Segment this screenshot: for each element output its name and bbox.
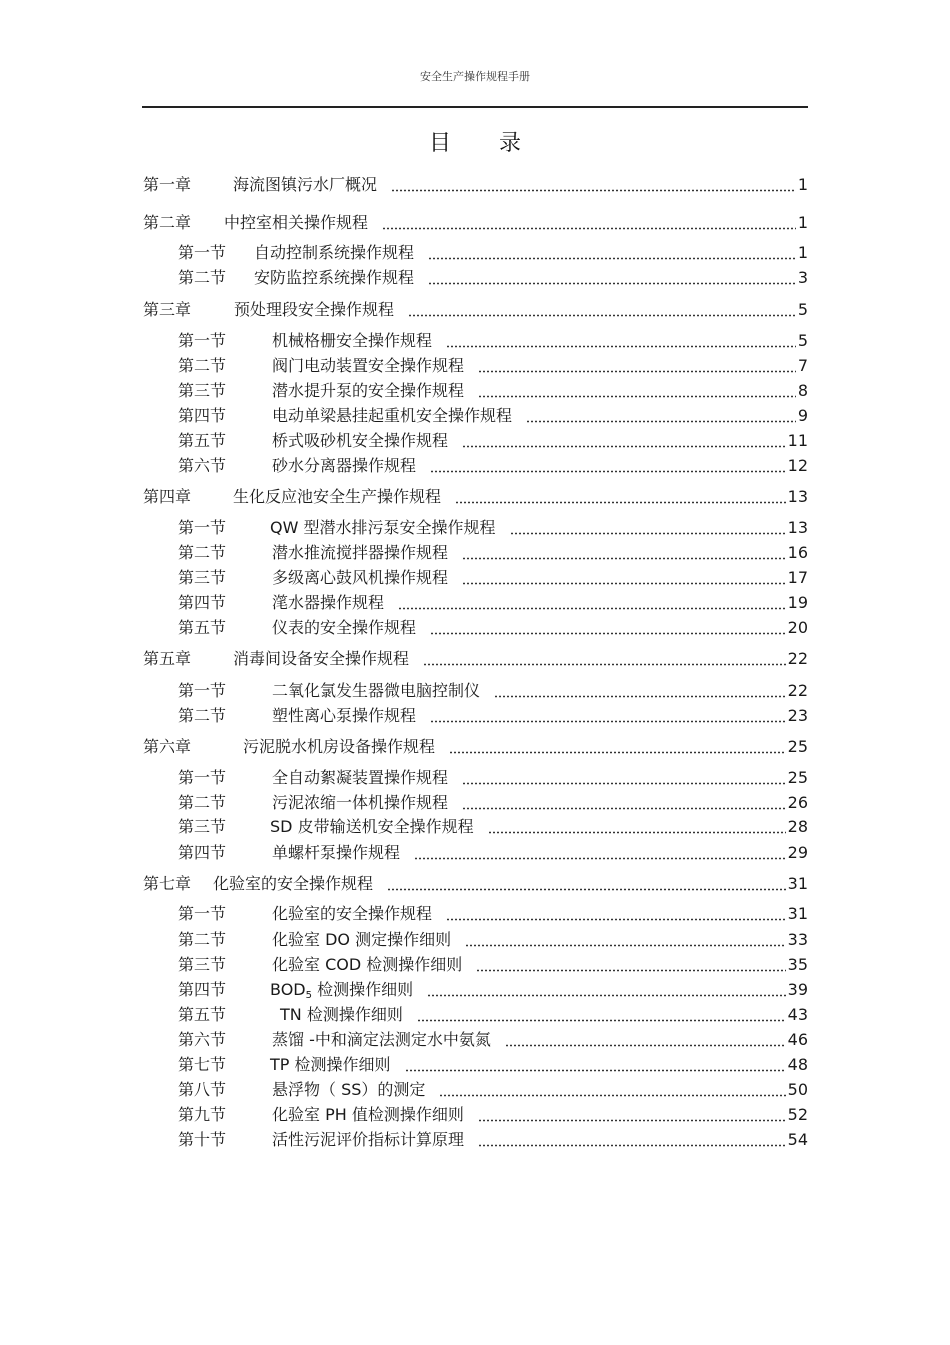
toc-section-entry[interactable]: [178, 242, 808, 264]
toc-page-number: 11: [787, 431, 808, 450]
toc-entry-title: [272, 954, 462, 976]
toc-page-number: 31: [787, 904, 808, 923]
toc-leader-dots: [423, 663, 786, 666]
toc-section-entry[interactable]: [178, 954, 808, 976]
toc-entry-title: [233, 648, 409, 670]
toc-entry-label: 第六节: [178, 1030, 227, 1049]
toc-entry-title-text: 二氧化氯发生器微电脑控制仪: [272, 681, 481, 700]
toc-leader-dots: [439, 1094, 785, 1097]
toc-entry-title-text: 安防监控系统操作规程: [254, 268, 415, 287]
toc-entry-label: 第九节: [178, 1105, 227, 1124]
toc-entry-title-text: 污泥脱水机房设备操作规程: [243, 737, 436, 756]
toc-section-entry[interactable]: [178, 1054, 808, 1076]
toc-entry-title: [272, 1104, 464, 1126]
toc-section-entry[interactable]: [178, 405, 808, 427]
toc-entry-label: 第三节: [178, 381, 227, 400]
toc-leader-dots: [478, 370, 796, 373]
toc-entry-title-text: 塑性离心泵操作规程: [272, 706, 417, 725]
toc-page-number: 19: [787, 593, 808, 612]
toc-leader-dots: [462, 445, 786, 448]
toc-entry-title: [272, 1079, 425, 1101]
toc-entry-title: [272, 330, 432, 352]
toc-entry-title-text: 全自动絮凝装置操作规程: [272, 768, 449, 787]
toc-page-number: 8: [797, 381, 808, 400]
toc-section-entry[interactable]: [178, 355, 808, 377]
toc-section-entry[interactable]: [178, 842, 808, 864]
toc-entry-title: [272, 430, 448, 452]
toc-entry-label: 第六章: [143, 737, 192, 756]
toc-section-entry[interactable]: [178, 792, 808, 814]
toc-entry-label: 第二节: [178, 930, 227, 949]
toc-leader-dots: [462, 582, 786, 585]
toc-section-entry[interactable]: [178, 617, 808, 639]
toc-section-entry[interactable]: [178, 903, 808, 925]
toc-entry-label: 第五章: [143, 649, 192, 668]
toc-entry-title-text: 消毒间设备安全操作规程: [233, 649, 410, 668]
toc-entry-title-subscript: 5: [305, 990, 312, 1001]
toc-page-number: 22: [787, 649, 808, 668]
toc-leader-dots: [455, 501, 786, 504]
toc-leader-dots: [430, 720, 786, 723]
toc-chapter-entry[interactable]: [143, 648, 808, 670]
toc-section-entry[interactable]: [178, 767, 808, 789]
toc-leader-dots: [391, 189, 796, 192]
toc-entry-label: 第六节: [178, 456, 227, 475]
toc-leader-dots: [462, 807, 786, 810]
toc-entry-title-text: 多级离心鼓风机操作规程: [272, 568, 449, 587]
toc-entry-title-text: 潜水推流搅拌器操作规程: [272, 543, 449, 562]
toc-page-number: 50: [787, 1080, 808, 1099]
toc-leader-dots: [414, 857, 786, 860]
toc-entry-label: 第四节: [178, 593, 227, 612]
toc-entry-title-text: 生化反应池安全生产操作规程: [233, 487, 442, 506]
toc-leader-dots: [449, 751, 786, 754]
toc-entry-label: 第十节: [178, 1130, 227, 1149]
toc-entry-title: [272, 903, 432, 925]
toc-entry-title-text: 滗水器操作规程: [272, 593, 385, 612]
toc-entry-label: 第二节: [178, 543, 227, 562]
toc-page-number: 5: [797, 331, 808, 350]
toc-entry-title-text: 阀门电动装置安全操作规程: [272, 356, 465, 375]
toc-leader-dots: [478, 1144, 786, 1147]
toc-entry-label: 第一节: [178, 518, 227, 537]
toc-entry-title: [272, 355, 464, 377]
toc-page-number: 13: [787, 487, 808, 506]
toc-leader-dots: [398, 607, 786, 610]
toc-entry-label: 第四章: [143, 487, 192, 506]
toc-entry-title: [254, 267, 414, 289]
toc-section-entry[interactable]: [178, 592, 808, 614]
toc-section-entry[interactable]: [178, 267, 808, 289]
toc-entry-label: 第四节: [178, 406, 227, 425]
toc-entry-label: 第七章: [143, 874, 192, 893]
toc-entry-label: 第八节: [178, 1080, 227, 1099]
toc-entry-title: [272, 1029, 491, 1051]
toc-page-number: 28: [787, 817, 808, 836]
toc-entry-label: 第四节: [178, 980, 227, 999]
toc-entry-title-text: 化验室的安全操作规程: [272, 904, 433, 923]
toc-section-entry[interactable]: [178, 680, 808, 702]
toc-entry-label: 第一章: [143, 175, 192, 194]
toc-entry-title-text: QW 型潜水排污泵安全操作规程: [270, 518, 496, 537]
toc-page-number: 20: [787, 618, 808, 637]
toc-entry-title: [272, 842, 400, 864]
toc-entry-title-text: 仪表的安全操作规程: [272, 618, 417, 637]
toc-entry-title-suffix: 检测操作细则: [312, 980, 414, 999]
toc-page-number: 23: [787, 706, 808, 725]
toc-entry-label: 第七节: [178, 1055, 227, 1074]
toc-entry-title-text: BOD: [270, 980, 306, 999]
toc-page-number: 13: [787, 518, 808, 537]
toc-leader-dots: [478, 1119, 786, 1122]
toc-section-entry[interactable]: [178, 1104, 808, 1126]
toc-page-number: 7: [797, 356, 808, 375]
toc-chapter-entry[interactable]: [143, 736, 808, 758]
toc-entry-title-text: 中控室相关操作规程: [224, 213, 369, 232]
toc-entry-title-text: 化验室 DO 测定操作细则: [272, 930, 452, 949]
toc-entry-title: [233, 174, 377, 196]
toc-page-number: 52: [787, 1105, 808, 1124]
toc-leader-dots: [505, 1044, 786, 1047]
toc-page-number: 25: [787, 737, 808, 756]
toc-entry-title-text: 污泥浓缩一体机操作规程: [272, 793, 449, 812]
toc-page-number: 43: [787, 1005, 808, 1024]
toc-entry-title: [272, 1129, 464, 1151]
toc-section-entry[interactable]: [178, 1029, 808, 1051]
toc-entry-label: 第一节: [178, 331, 227, 350]
toc-leader-dots: [494, 695, 786, 698]
toc-entry-label: 第三节: [178, 568, 227, 587]
toc-entry-title: [272, 455, 416, 477]
toc-entry-title-text: 电动单梁悬挂起重机安全操作规程: [272, 406, 513, 425]
toc-page-number: 54: [787, 1130, 808, 1149]
toc-entry-title: [272, 567, 448, 589]
toc-entry-title-text: 预处理段安全操作规程: [234, 300, 395, 319]
toc-chapter-entry[interactable]: [143, 174, 808, 196]
toc-leader-dots: [446, 918, 786, 921]
toc-page-number: 26: [787, 793, 808, 812]
toc-page-number: 17: [787, 568, 808, 587]
toc-entry-title: [270, 1054, 391, 1076]
toc-page-number: 22: [787, 681, 808, 700]
toc-entry-title-text: 海流图镇污水厂概况: [233, 175, 378, 194]
toc-leader-dots: [510, 532, 786, 535]
toc-entry-title: [272, 792, 448, 814]
toc-entry-title-text: TN 检测操作细则: [280, 1005, 403, 1024]
toc-section-entry[interactable]: [178, 330, 808, 352]
toc-page-number: 1: [797, 175, 808, 194]
toc-entry-title: [270, 816, 474, 838]
toc-entry-title: [233, 486, 441, 508]
toc-page-number: 31: [787, 874, 808, 893]
toc-leader-dots: [428, 282, 796, 285]
toc-page-number: 48: [787, 1055, 808, 1074]
toc-page-number: 29: [787, 843, 808, 862]
toc-entry-label: 第一节: [178, 904, 227, 923]
toc-entry-title: [272, 617, 416, 639]
toc-entry-title: [272, 592, 384, 614]
toc-entry-label: 第三节: [178, 817, 227, 836]
toc-entry-title-text: 悬浮物（ SS）的测定: [272, 1080, 426, 1099]
toc-section-entry[interactable]: [178, 455, 808, 477]
toc-section-entry[interactable]: [178, 929, 808, 951]
toc-section-entry[interactable]: [178, 705, 808, 727]
toc-section-entry[interactable]: [178, 430, 808, 452]
toc-section-entry[interactable]: [178, 979, 808, 1001]
toc-chapter-entry[interactable]: [143, 299, 808, 321]
toc-entry-label: 第二节: [178, 268, 227, 287]
toc-leader-dots: [387, 888, 786, 891]
toc-leader-dots: [405, 1069, 786, 1072]
toc-page-number: 46: [787, 1030, 808, 1049]
toc-entry-label: 第一节: [178, 243, 227, 262]
toc-entry-title: [254, 242, 414, 264]
toc-leader-dots: [465, 944, 786, 947]
toc-entry-title: [272, 705, 416, 727]
toc-page-number: 12: [787, 456, 808, 475]
toc-leader-dots: [462, 782, 786, 785]
toc-entry-title: [224, 212, 368, 234]
toc-entry-title: [243, 736, 435, 758]
toc-entry-label: 第二节: [178, 706, 227, 725]
toc-entry-title: [213, 873, 373, 895]
toc-entry-title: [280, 1004, 403, 1026]
toc-entry-title-text: 潜水提升泵的安全操作规程: [272, 381, 465, 400]
toc-page-number: 1: [797, 243, 808, 262]
toc-section-entry[interactable]: [178, 1004, 808, 1026]
toc-entry-title-text: 蒸馏 -中和滴定法测定水中氨氮: [272, 1030, 491, 1049]
toc-page-number: 33: [787, 930, 808, 949]
toc-section-entry[interactable]: [178, 1079, 808, 1101]
toc-entry-label: 第二节: [178, 356, 227, 375]
toc-entry-title: [272, 405, 512, 427]
toc-section-entry[interactable]: [178, 542, 808, 564]
toc-section-entry[interactable]: [178, 816, 808, 838]
toc-entry-label: 第一节: [178, 768, 227, 787]
toc-entry-label: 第四节: [178, 843, 227, 862]
toc-page-number: 5: [797, 300, 808, 319]
toc-section-entry[interactable]: [178, 1129, 808, 1151]
toc-entry-label: 第三章: [143, 300, 192, 319]
toc-heading: 目录: [428, 131, 569, 156]
toc-leader-dots: [430, 632, 786, 635]
toc-section-entry[interactable]: [178, 380, 808, 402]
toc-page-number: 9: [797, 406, 808, 425]
toc-entry-title: [272, 542, 448, 564]
toc-page-number: 16: [787, 543, 808, 562]
toc-page-number: 39: [787, 980, 808, 999]
toc-entry-label: 第五节: [178, 1005, 227, 1024]
toc-entry-title-text: 单螺杆泵操作规程: [272, 843, 401, 862]
toc-page-number: 1: [797, 213, 808, 232]
toc-entry-label: 第三节: [178, 955, 227, 974]
toc-chapter-entry[interactable]: [143, 873, 808, 895]
toc-leader-dots: [478, 395, 796, 398]
toc-leader-dots: [462, 557, 786, 560]
toc-entry-label: 第二章: [143, 213, 192, 232]
toc-entry-label: 第五节: [178, 618, 227, 637]
toc-leader-dots: [488, 831, 786, 834]
toc-leader-dots: [430, 470, 786, 473]
toc-entry-title: [234, 299, 394, 321]
toc-entry-title: [272, 380, 464, 402]
toc-entry-label: 第五节: [178, 431, 227, 450]
toc-entry-title-text: 化验室 COD 检测操作细则: [272, 955, 463, 974]
toc-chapter-entry[interactable]: [143, 486, 808, 508]
toc-entry-title-text: 活性污泥评价指标计算原理: [272, 1130, 465, 1149]
toc-entry-title-text: TP 检测操作细则: [270, 1055, 391, 1074]
toc-chapter-entry[interactable]: [143, 212, 808, 234]
toc-leader-dots: [446, 345, 796, 348]
toc-entry-title: [270, 979, 413, 1001]
toc-section-entry[interactable]: [178, 567, 808, 589]
toc-page-number: 3: [797, 268, 808, 287]
running-header: 安全生产操作规程手册: [420, 70, 530, 83]
toc-leader-dots: [476, 969, 785, 972]
toc-entry-title-text: 自动控制系统操作规程: [254, 243, 415, 262]
toc-entry-label: 第二节: [178, 793, 227, 812]
toc-entry-title: [270, 517, 496, 539]
toc-entry-title-text: SD 皮带输送机安全操作规程: [270, 817, 474, 836]
toc-entry-title: [272, 767, 448, 789]
toc-leader-dots: [427, 994, 786, 997]
toc-entry-title-text: 化验室的安全操作规程: [213, 874, 374, 893]
toc-leader-dots: [417, 1019, 786, 1022]
toc-leader-dots: [428, 257, 796, 260]
toc-entry-title: [272, 929, 451, 951]
toc-section-entry[interactable]: [178, 517, 808, 539]
toc-entry-title-text: 化验室 PH 值检测操作细则: [272, 1105, 464, 1124]
toc-entry-label: 第一节: [178, 681, 227, 700]
toc-page-number: 25: [787, 768, 808, 787]
toc-leader-dots: [382, 227, 796, 230]
toc-entry-title-text: 桥式吸砂机安全操作规程: [272, 431, 449, 450]
toc-leader-dots: [408, 314, 796, 317]
toc-entry-title-text: 机械格栅安全操作规程: [272, 331, 433, 350]
toc-page-number: 35: [787, 955, 808, 974]
toc-leader-dots: [526, 420, 796, 423]
toc-entry-title-text: 砂水分离器操作规程: [272, 456, 417, 475]
toc-entry-title: [272, 680, 480, 702]
